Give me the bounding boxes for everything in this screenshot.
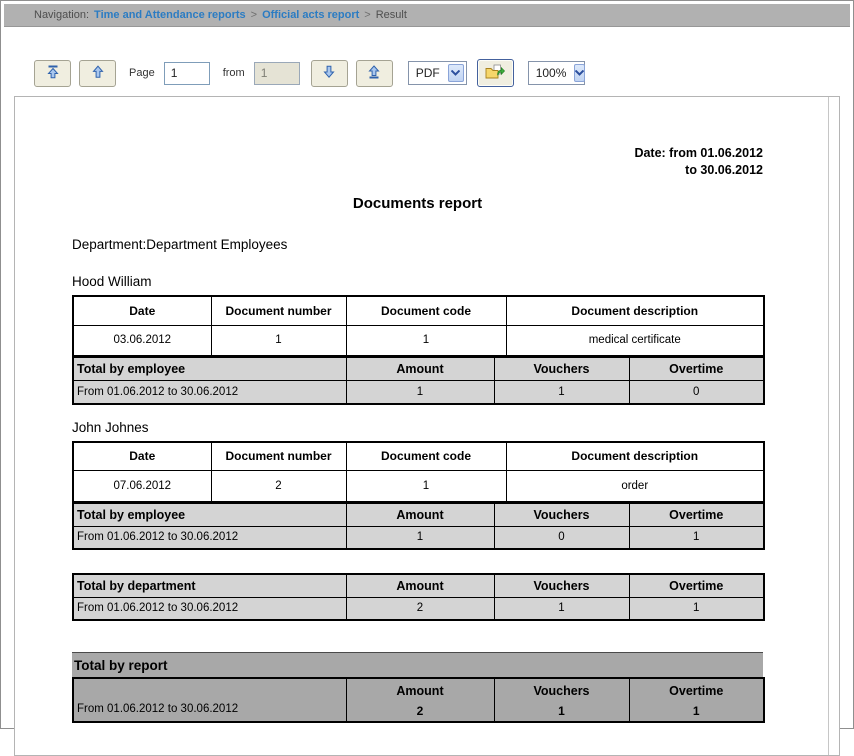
- department-label: Department:: [72, 237, 147, 252]
- breadcrumb-separator: >: [364, 9, 371, 21]
- page-input[interactable]: [164, 62, 210, 85]
- column-header: Vouchers: [494, 574, 629, 597]
- export-format-select[interactable]: [408, 61, 467, 85]
- documents-table: [72, 295, 765, 357]
- total-values-row: [73, 597, 764, 620]
- total-label: Total by department: [73, 574, 346, 597]
- export-format-value: PDF: [415, 66, 440, 80]
- cell-document-code: 1: [346, 471, 506, 502]
- export-button[interactable]: [477, 59, 514, 87]
- total-label: Total by employee: [73, 358, 346, 381]
- table-header-row: [73, 296, 764, 325]
- employee-name: John Johnes: [72, 419, 149, 435]
- zoom-select[interactable]: [528, 61, 585, 85]
- report-page: [15, 97, 763, 723]
- total-amount: 1: [346, 381, 494, 404]
- cell-document-code: 1: [346, 325, 506, 356]
- period-label: From 01.06.2012 to 30.06.2012: [73, 597, 346, 620]
- breadcrumb-separator: >: [250, 9, 258, 21]
- column-header: Overtime: [629, 503, 764, 526]
- total-label: Total by employee: [73, 503, 346, 526]
- column-header: Document number: [211, 442, 346, 471]
- report-total-section: [72, 652, 763, 723]
- employee-total-table: [72, 357, 765, 405]
- toolbar: [34, 59, 853, 87]
- report-date-range: [72, 145, 763, 179]
- total-vouchers: 0: [494, 526, 629, 549]
- column-header: Overtime: [629, 574, 764, 597]
- column-header: Document description: [506, 442, 764, 471]
- cell-date: 03.06.2012: [73, 325, 211, 356]
- next-page-icon: [321, 64, 337, 83]
- total-header-row: [73, 503, 764, 526]
- column-header: Date: [73, 442, 211, 471]
- last-page-icon: [366, 64, 382, 83]
- breadcrumb-link-time-attendance-reports[interactable]: Time and Attendance reports: [94, 9, 246, 21]
- report-date-line2: to 30.06.2012: [685, 163, 763, 177]
- total-amount: 2: [346, 597, 494, 620]
- total-overtime: 1: [629, 597, 764, 620]
- table-row: [73, 325, 764, 356]
- column-header: Document code: [346, 442, 506, 471]
- total-values-row: [73, 526, 764, 549]
- report-total-amount: [346, 678, 494, 722]
- report-total-title: Total by report: [74, 658, 168, 673]
- chevron-down-icon: [574, 64, 585, 82]
- breadcrumb-current: Result: [375, 9, 407, 21]
- total-values-row: [73, 381, 764, 404]
- report-total-vouchers: [494, 678, 629, 722]
- cell-document-number: 1: [211, 325, 346, 356]
- column-header: Amount: [346, 358, 494, 381]
- table-header-row: [73, 442, 764, 471]
- cell-document-number: 2: [211, 471, 346, 502]
- cell-date: 07.06.2012: [73, 471, 211, 502]
- department-value: Department Employees: [146, 237, 288, 252]
- report-page-edge: [828, 97, 829, 755]
- first-page-icon: [45, 64, 61, 83]
- breadcrumb-prefix: Navigation:: [34, 9, 90, 21]
- from-label: from: [222, 67, 245, 79]
- column-header: Vouchers: [494, 503, 629, 526]
- report-total-table: [72, 677, 765, 723]
- total-overtime: 1: [692, 704, 700, 718]
- table-row: [73, 471, 764, 502]
- column-header: Amount: [346, 574, 494, 597]
- prev-page-button[interactable]: [79, 60, 116, 87]
- department-line: [72, 237, 763, 252]
- total-amount: 1: [346, 526, 494, 549]
- cell-document-description: medical certificate: [506, 325, 764, 356]
- total-pages-input: [254, 62, 300, 85]
- cell-document-description: order: [506, 471, 764, 502]
- zoom-value: 100%: [535, 66, 567, 80]
- employee-total-table: [72, 503, 765, 551]
- column-header: Date: [73, 296, 211, 325]
- total-vouchers: 1: [494, 381, 629, 404]
- export-icon: [485, 64, 505, 83]
- breadcrumb-link-official-acts-report[interactable]: Official acts report: [262, 9, 360, 21]
- report-date-line1: Date: from 01.06.2012: [634, 146, 763, 160]
- column-header: Document description: [506, 296, 764, 325]
- last-page-button[interactable]: [356, 60, 393, 87]
- total-vouchers: 1: [558, 704, 565, 718]
- column-header: Overtime: [669, 684, 724, 698]
- report-title: Documents report: [352, 195, 483, 212]
- report-total-overtime: [629, 678, 764, 722]
- total-overtime: 1: [629, 526, 764, 549]
- period-label: From 01.06.2012 to 30.06.2012: [77, 703, 239, 715]
- total-amount: 2: [416, 704, 424, 718]
- prev-page-icon: [90, 64, 106, 83]
- department-total-table: [72, 573, 765, 621]
- page-label: Page: [129, 67, 155, 79]
- breadcrumb: [4, 4, 850, 27]
- column-header: Overtime: [629, 358, 764, 381]
- period-label: From 01.06.2012 to 30.06.2012: [73, 526, 346, 549]
- total-vouchers: 1: [494, 597, 629, 620]
- column-header: Document number: [211, 296, 346, 325]
- column-header: Vouchers: [494, 358, 629, 381]
- chevron-down-icon: [448, 64, 464, 82]
- column-header: Amount: [346, 503, 494, 526]
- column-header: Vouchers: [533, 684, 590, 698]
- total-header-row: [73, 574, 764, 597]
- first-page-button[interactable]: [34, 60, 71, 87]
- column-header: Amount: [396, 684, 444, 698]
- documents-table: [72, 441, 765, 503]
- next-page-button[interactable]: [311, 60, 348, 87]
- employee-name: Hood William: [72, 274, 152, 289]
- report-total-row: [73, 678, 764, 722]
- total-header-row: [73, 358, 764, 381]
- period-label: From 01.06.2012 to 30.06.2012: [73, 381, 346, 404]
- column-header: Document code: [346, 296, 506, 325]
- report-viewport: [14, 96, 840, 756]
- total-overtime: 0: [629, 381, 764, 404]
